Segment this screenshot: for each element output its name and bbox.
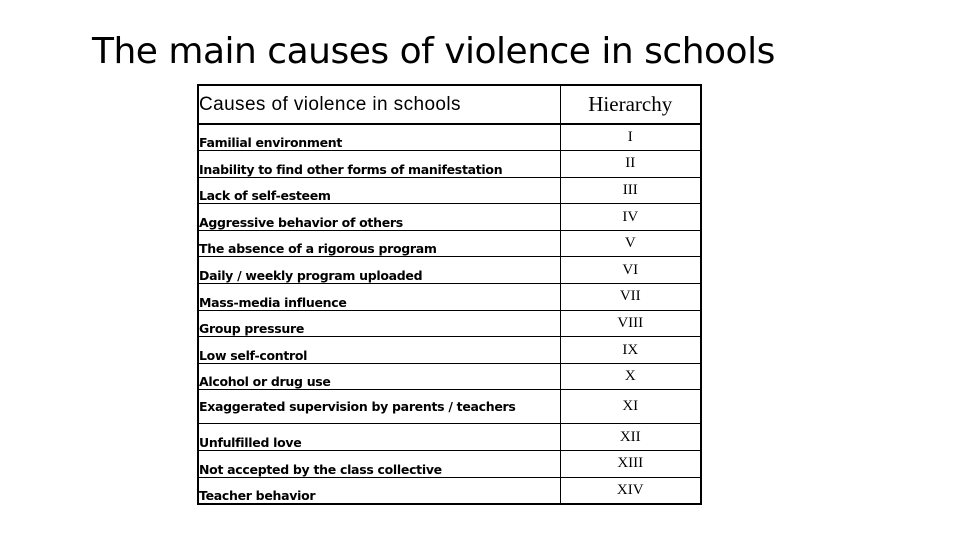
hierarchy-cell: IV — [560, 204, 701, 231]
table-row — [198, 424, 701, 451]
table-row — [198, 337, 701, 364]
table-row — [198, 151, 701, 178]
cause-cell: Alcohol or drug use — [198, 363, 560, 390]
table-header — [198, 85, 701, 124]
hierarchy-cell: XIV — [560, 477, 701, 504]
column-header-hierarchy: Hierarchy — [560, 85, 701, 124]
table-row — [198, 204, 701, 231]
table-row — [198, 451, 701, 478]
hierarchy-cell: VIII — [560, 310, 701, 337]
cause-cell: Lack of self-esteem — [198, 177, 560, 204]
cause-cell: Mass-media influence — [198, 284, 560, 311]
cause-cell: Daily / weekly program uploaded — [198, 257, 560, 284]
cause-cell: Low self-control — [198, 337, 560, 364]
cause-cell: Unfulfilled love — [198, 424, 560, 451]
table-row — [198, 257, 701, 284]
table-row — [198, 310, 701, 337]
cause-cell: The absence of a rigorous program — [198, 230, 560, 257]
hierarchy-cell: III — [560, 177, 701, 204]
hierarchy-cell: XI — [560, 390, 701, 424]
cause-cell: Not accepted by the class collective — [198, 451, 560, 478]
cause-cell: Teacher behavior — [198, 477, 560, 504]
cause-cell: Inability to find other forms of manifestation — [198, 151, 560, 178]
column-header-cause: Causes of violence in schools — [198, 85, 560, 124]
table-row — [198, 177, 701, 204]
table-row — [198, 284, 701, 311]
slide-title: The main causes of violence in schools — [92, 31, 775, 72]
hierarchy-cell: XIII — [560, 451, 701, 478]
table-row — [198, 363, 701, 390]
hierarchy-cell: X — [560, 363, 701, 390]
hierarchy-cell: VI — [560, 257, 701, 284]
causes-table — [197, 84, 702, 505]
table-body — [198, 124, 701, 504]
table-row — [198, 390, 701, 424]
table-row — [198, 477, 701, 504]
hierarchy-cell: I — [560, 124, 701, 151]
hierarchy-cell: VII — [560, 284, 701, 311]
table-row — [198, 124, 701, 151]
table-row — [198, 230, 701, 257]
cause-cell: Familial environment — [198, 124, 560, 151]
table-header-row — [198, 85, 701, 124]
cause-cell: Group pressure — [198, 310, 560, 337]
cause-cell: Exaggerated supervision by parents / teachers — [198, 390, 560, 424]
hierarchy-cell: V — [560, 230, 701, 257]
hierarchy-cell: XII — [560, 424, 701, 451]
hierarchy-cell: II — [560, 151, 701, 178]
cause-cell: Aggressive behavior of others — [198, 204, 560, 231]
hierarchy-cell: IX — [560, 337, 701, 364]
